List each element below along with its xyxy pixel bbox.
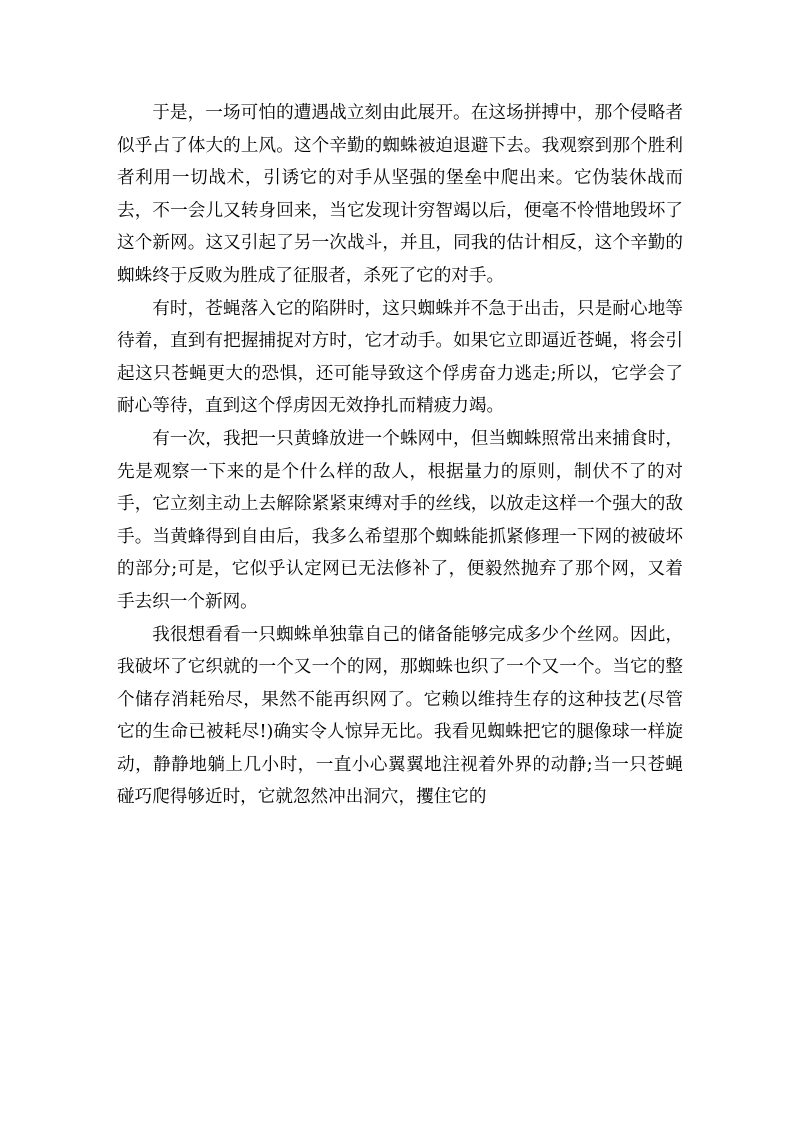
body-text bbox=[117, 97, 683, 814]
paragraph-4: 我很想看看一只蜘蛛单独靠自己的储备能够完成多少个丝网。因此，我破坏了它织就的一个又一个的网，那蜘蛛也织了一个又一个。当它的整个储存消耗殆尽，果然不能再织网了。它赖以维持生存的这种技艺(尽管它的生命已被耗尽!)确实令人惊异无比。我看见蜘蛛把它的腿像球一样旋动，静静地躺上几小时，一直小心翼翼地注视着外界的动静;当一只苍蝇碰巧爬得够近时，它就忽然冲出洞穴，攫住它的 bbox=[117, 624, 683, 808]
paragraph-1: 于是，一场可怕的遭遇战立刻由此展开。在这场拼搏中，那个侵略者似乎占了体大的上风。这个辛勤的蜘蛛被迫退避下去。我观察到那个胜利者利用一切战术，引诱它的对手从坚强的堡垒中爬出来。它伪装休战而去，不一会儿又转身回来，当它发现计穷智竭以后，便毫不怜惜地毁坏了这个新网。这又引起了另一次战斗，并且，同我的估计相反，这个辛勤的蜘蛛终于反败为胜成了征服者，杀死了它的对手。 bbox=[117, 103, 683, 286]
paragraph-2: 有时，苍蝇落入它的陷阱时，这只蜘蛛并不急于出击，只是耐心地等待着，直到有把握捕捉对方时，它才动手。如果它立即逼近苍蝇，将会引起这只苍蝇更大的恐惧，还可能导致这个俘虏奋力逃走;所以，它学会了耐心等待，直到这个俘虏因无效挣扎而精疲力竭。 bbox=[117, 298, 683, 417]
paragraph-3: 有一次，我把一只黄蜂放进一个蛛网中，但当蜘蛛照常出来捕食时，先是观察一下来的是个什么样的敌人，根据量力的原则，制伏不了的对手，它立刻主动上去解除紧紧束缚对手的丝线，以放走这样一个强大的敌手。当黄蜂得到自由后，我多么希望那个蜘蛛能抓紧修理一下网的被破坏的部分;可是，它似乎认定网已无法修补了，便毅然抛弃了那个网，又着手去织一个新网。 bbox=[117, 428, 683, 612]
